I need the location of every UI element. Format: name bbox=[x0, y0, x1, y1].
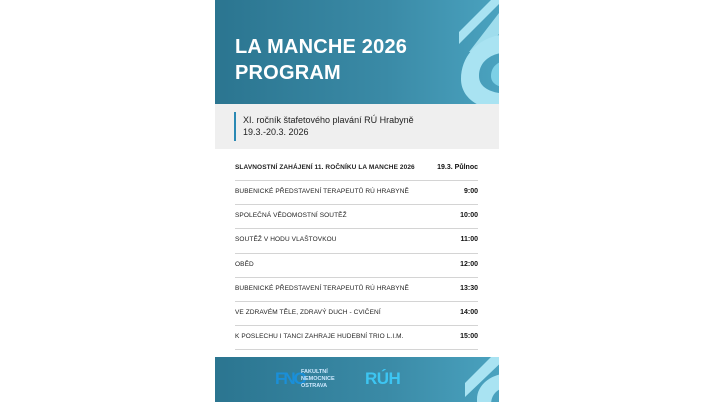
schedule-table bbox=[235, 157, 478, 350]
schedule-time: 19.3. Půlnoc bbox=[437, 164, 478, 171]
program-poster bbox=[215, 0, 499, 402]
poster-header bbox=[215, 0, 499, 104]
schedule-activity: K POSLECHU I TANCI ZAHRAJE HUDEBNÍ TRIO L.I.M. bbox=[235, 333, 404, 341]
schedule-time: 15:00 bbox=[460, 333, 478, 341]
table-row bbox=[235, 181, 478, 205]
poster-footer bbox=[215, 357, 499, 402]
fno-logo-text bbox=[301, 369, 335, 390]
subtitle-accent-bar bbox=[234, 112, 236, 141]
table-row bbox=[235, 205, 478, 229]
schedule-activity: OBĚD bbox=[235, 260, 254, 268]
schedule-time: 10:00 bbox=[460, 212, 478, 220]
schedule-activity: BUBENICKÉ PŘEDSTAVENÍ TERAPEUTŮ RÚ HRABYNĚ bbox=[235, 188, 409, 195]
table-row bbox=[235, 229, 478, 253]
schedule-time: 14:00 bbox=[460, 308, 478, 316]
table-row bbox=[235, 302, 478, 326]
schedule-time: 12:00 bbox=[460, 260, 478, 268]
ruh-logo: RÚH bbox=[365, 369, 401, 388]
subtitle-dates: 19.3.-20.3. 2026 bbox=[243, 127, 309, 137]
schedule-activity: SPOLEČNÁ VĚDOMOSTNÍ SOUTĚŽ bbox=[235, 212, 347, 220]
page-title: LA MANCHE 2026 PROGRAM bbox=[235, 36, 408, 84]
schedule-time: 13:30 bbox=[460, 284, 478, 292]
schedule-activity: SOUTĚŽ V HODU VLAŠTOVKOU bbox=[235, 236, 337, 244]
schedule-time: 11:00 bbox=[460, 236, 478, 244]
subtitle-bar bbox=[215, 104, 499, 149]
schedule-activity: SLAVNOSTNÍ ZAHÁJENÍ 11. ROČNÍKU LA MANCHE 2026 bbox=[235, 164, 415, 171]
schedule-activity: BUBENICKÉ PŘEDSTAVENÍ TERAPEUTŮ RÚ HRABYNĚ bbox=[235, 284, 409, 292]
decorative-swirl-icon bbox=[451, 357, 499, 402]
schedule-activity: VE ZDRAVÉM TĚLE, ZDRAVÝ DUCH - CVIČENÍ bbox=[235, 308, 381, 316]
table-row bbox=[235, 157, 478, 181]
fno-line: NEMOCNICE bbox=[301, 376, 335, 382]
fno-logo: FNO bbox=[275, 369, 305, 388]
fno-line: OSTRAVA bbox=[301, 383, 328, 389]
schedule-time: 9:00 bbox=[463, 188, 478, 195]
table-row bbox=[235, 254, 478, 278]
fno-line: FAKULTNÍ bbox=[301, 369, 328, 375]
subtitle-event: XI. ročník štafetového plavání RÚ Hrabyně bbox=[243, 115, 414, 125]
table-row bbox=[235, 278, 478, 302]
table-row bbox=[235, 326, 478, 350]
